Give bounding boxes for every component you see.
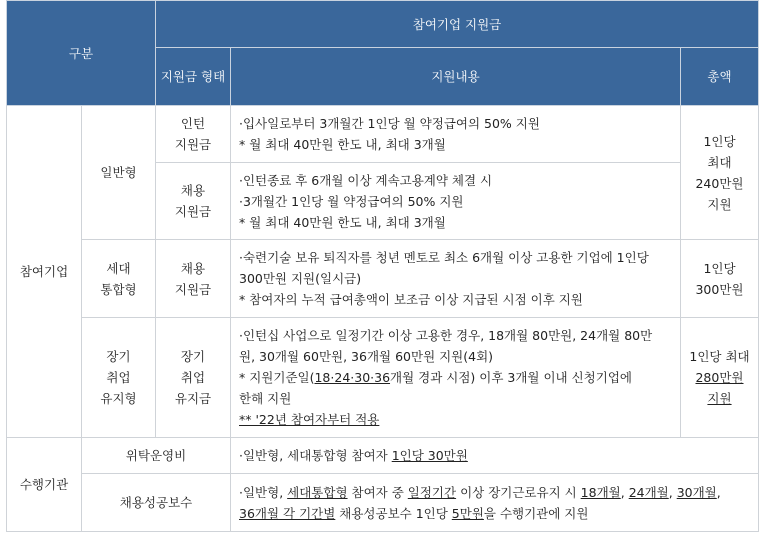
general-total: 1인당 최대 240만원 지원 [681, 106, 759, 240]
general-label: 일반형 [82, 106, 156, 240]
header-total: 총액 [681, 48, 759, 106]
success-label: 채용성공보수 [82, 474, 231, 532]
generational-type: 채용 지원금 [156, 240, 231, 318]
generational-label: 세대 통합형 [82, 240, 156, 318]
consign-label: 위탁운영비 [82, 438, 231, 474]
agency-label: 수행기관 [7, 438, 82, 532]
consign-content: ·일반형, 세대통합형 참여자 1인당 30만원 [231, 438, 759, 474]
header-type: 지원금 형태 [156, 48, 231, 106]
longterm-label: 장기 취업 유지형 [82, 318, 156, 438]
support-table [6, 0, 759, 532]
longterm-content: ·인턴십 사업으로 일정기간 이상 고용한 경우, 18개월 80만원, 24개월 80만 원, 30개월 60만원, 36개월 60만원 지원(4회) * 지원기준일(18·24·30·36개월 경과 시점) 이후 3개월 이내 신청기업에 한해 지원 ** '22년 참여자부터 적용 [231, 318, 681, 438]
intern-content: ·입사일로부터 3개월간 1인당 월 약정급여의 50% 지원 * 월 최대 40만원 한도 내, 최대 3개월 [231, 106, 681, 163]
hire-content: ·인턴종료 후 6개월 이상 계속고용계약 체결 시 ·3개월간 1인당 월 약정급여의 50% 지원 * 월 최대 40만원 한도 내, 최대 3개월 [231, 163, 681, 240]
hire-type: 채용 지원금 [156, 163, 231, 240]
longterm-total: 1인당 최대 280만원 지원 [681, 318, 759, 438]
header-content: 지원내용 [231, 48, 681, 106]
generational-content: ·숙련기술 보유 퇴직자를 청년 멘토로 최소 6개월 이상 고용한 기업에 1인당 300만원 지원(일시금) * 참여자의 누적 급여총액이 보조금 이상 지급된 시점 이후 지원 [231, 240, 681, 318]
participant-label: 참여기업 [7, 106, 82, 438]
longterm-type: 장기 취업 유지금 [156, 318, 231, 438]
header-group: 참여기업 지원금 [156, 1, 759, 48]
success-content: ·일반형, 세대통합형 참여자 중 일정기간 이상 장기근로유지 시 18개월, 24개월, 30개월, 36개월 각 기간별 채용성공보수 1인당 5만원을 수행기관에 지원 [231, 474, 759, 532]
generational-total: 1인당 300만원 [681, 240, 759, 318]
header-category: 구분 [7, 1, 156, 106]
intern-type: 인턴 지원금 [156, 106, 231, 163]
